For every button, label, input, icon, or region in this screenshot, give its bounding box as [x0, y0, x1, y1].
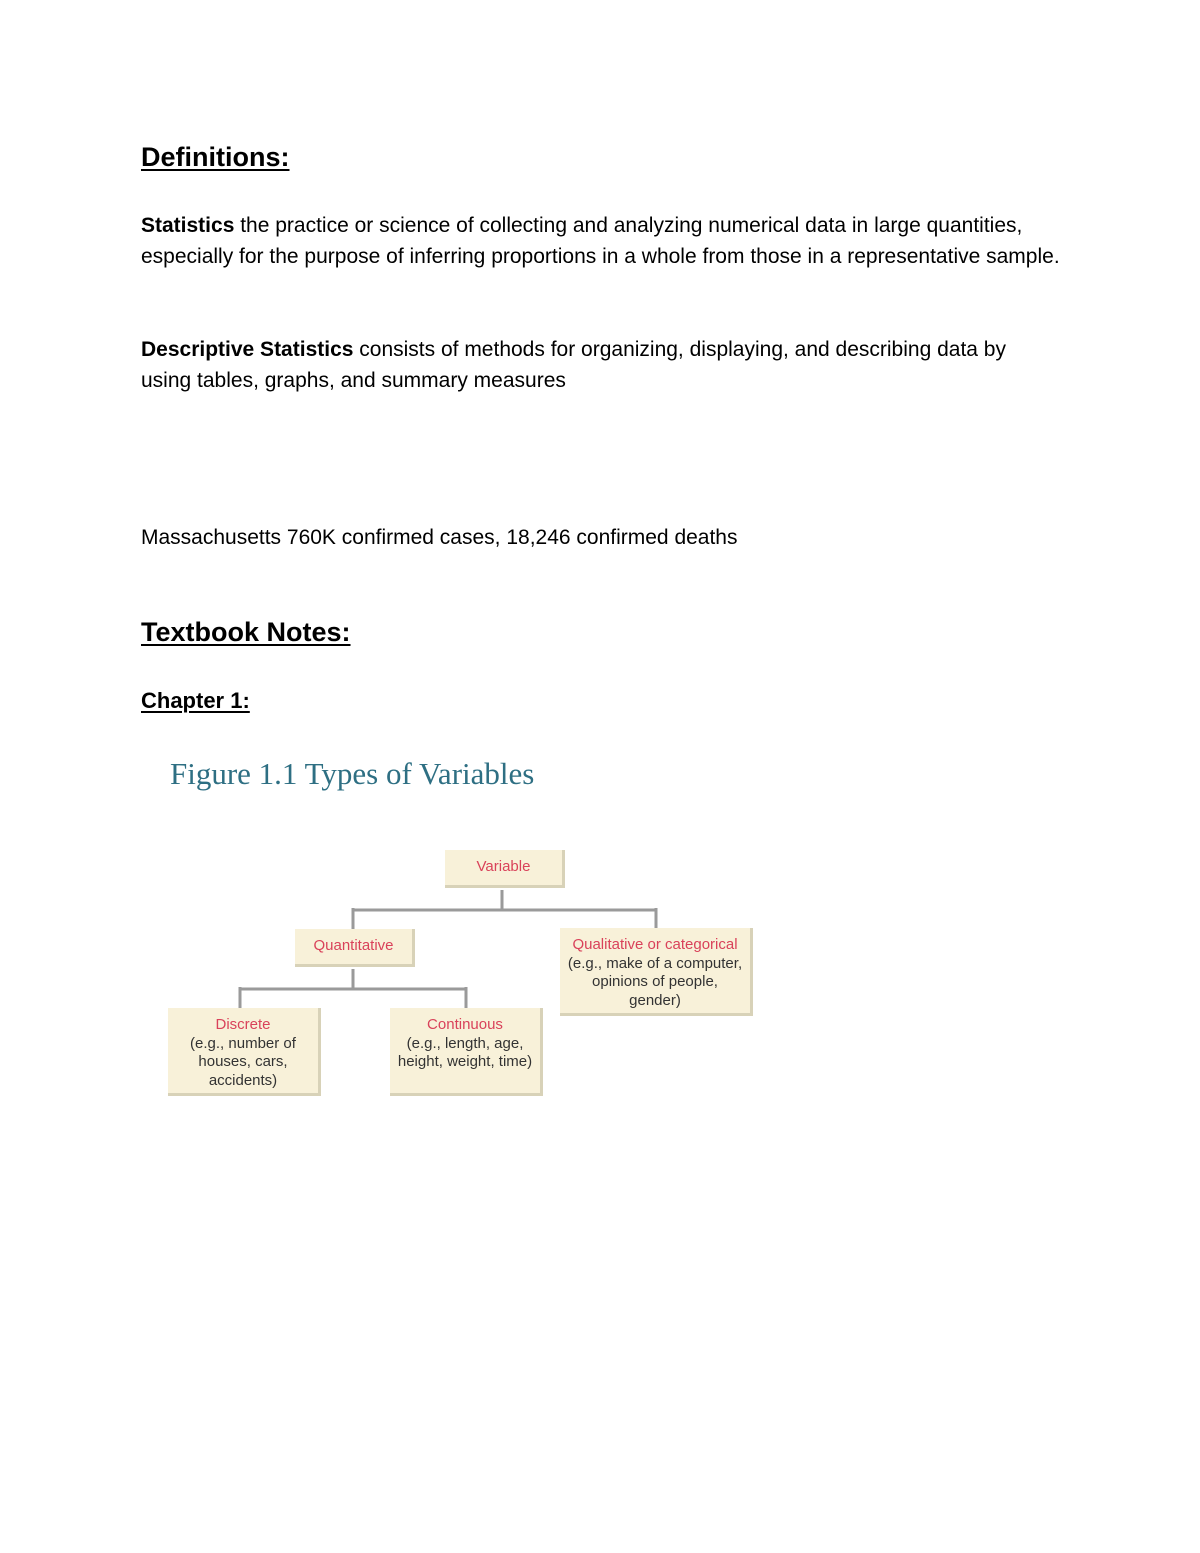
discrete-label: Discrete — [215, 1016, 271, 1033]
qualitative-description: (e.g., make of a computer, opinions of people, gender) — [567, 954, 743, 1009]
continuous-node — [390, 1008, 543, 1096]
continuous-description: (e.g., length, age, height, weight, time) — [397, 1034, 533, 1070]
discrete-node — [168, 1008, 321, 1096]
statistics-definition — [141, 210, 1061, 272]
qualitative-node — [560, 928, 753, 1016]
descriptive-statistics-text: consists of methods for organizing, displaying, and describing data by using tables, graphs, and summary measures — [141, 338, 1006, 392]
statistics-text: the practice or science of collecting and analyzing numerical data in large quantities, especially for the purpose of inferring proportions in a whole from those in a representative sample. — [141, 214, 1060, 268]
discrete-description: (e.g., number of houses, cars, accidents) — [190, 1034, 296, 1089]
massachusetts-note: Massachusetts 760K confirmed cases, 18,246 confirmed deaths — [141, 526, 738, 549]
qualitative-label: Qualitative or categorical — [572, 936, 738, 953]
descriptive-statistics-term: Descriptive Statistics — [141, 338, 354, 361]
textbook-notes-heading: Textbook Notes: — [141, 617, 351, 647]
types-of-variables-figure — [160, 750, 780, 1110]
chapter-heading: Chapter 1: — [141, 688, 250, 713]
quantitative-label: Quantitative — [313, 937, 394, 954]
definitions-heading: Definitions: — [141, 142, 290, 172]
figure-title: Figure 1.1 Types of Variables — [170, 756, 535, 791]
descriptive-statistics-definition — [141, 334, 1061, 396]
variable-node — [445, 850, 565, 888]
continuous-label: Continuous — [427, 1016, 503, 1033]
variable-label: Variable — [476, 858, 531, 875]
statistics-term: Statistics — [141, 214, 235, 237]
quantitative-node — [295, 929, 415, 967]
